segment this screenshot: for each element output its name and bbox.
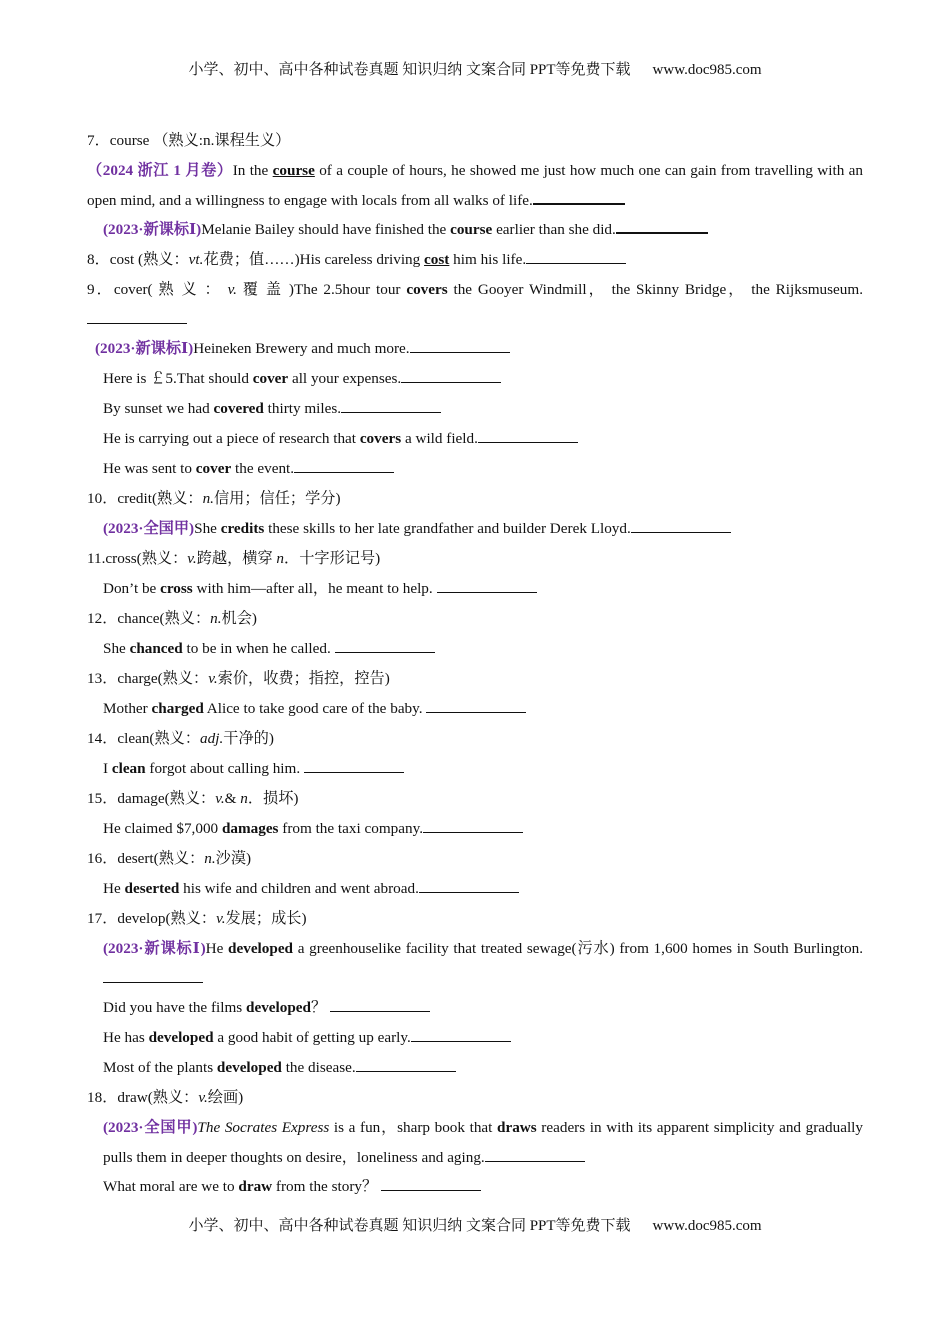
header-text: 小学、初中、高中各种试卷真题 知识归纳 文案合同 PPT等免费下载	[188, 62, 631, 78]
answer-blank[interactable]	[356, 1057, 456, 1072]
vocab-content	[87, 126, 863, 1202]
item-11-heading: 11.cross(熟义：v.跨越，横穿 n．十字形记号)	[87, 550, 381, 567]
answer-blank[interactable]	[411, 1027, 511, 1042]
answer-blank[interactable]	[437, 578, 537, 593]
item-17-example-2: He has developed a good habit of getting up early.	[87, 1023, 863, 1053]
item-9-example-1: Here is ￡5.That should cover all your expenses.	[87, 364, 863, 394]
item-9-example-3: He is carrying out a piece of research that covers a wild field.	[87, 424, 863, 454]
answer-blank[interactable]	[381, 1176, 481, 1191]
answer-blank[interactable]	[478, 428, 578, 443]
item-15-example: He claimed $7,000 damages from the taxi company.	[87, 814, 863, 844]
answer-blank[interactable]	[426, 698, 526, 713]
answer-blank[interactable]	[419, 878, 519, 893]
header-site: www.doc985.com	[652, 62, 762, 78]
item-9-example-4: He was sent to cover the event.	[87, 454, 863, 484]
item-16-example: He deserted his wife and children and went abroad.	[87, 874, 863, 904]
item-17-source-example: (2023·新课标Ⅰ)He developed a greenhouselike facility that treated sewage(污水) from 1,600 homes in South Burlington.	[87, 934, 863, 993]
answer-blank[interactable]	[485, 1147, 585, 1162]
item-18-example: What moral are we to draw from the story？	[87, 1172, 863, 1202]
item-16-heading: 16．desert(熟义：n.沙漠)	[87, 850, 252, 867]
item-14-example: I clean forgot about calling him.	[87, 754, 863, 784]
answer-blank[interactable]	[423, 818, 523, 833]
answer-blank[interactable]	[401, 368, 501, 383]
item-11-example: Don’t be cross with him—after all，he meant to help.	[87, 574, 863, 604]
item-18-source-example: (2023·全国甲)The Socrates Express is a fun，sharp book that draws readers in with its apparent simplicity and gradually pulls them in deeper thoughts on desire，loneliness and aging.	[103, 1119, 863, 1166]
answer-blank[interactable]	[103, 968, 203, 983]
item-15-heading: 15．damage(熟义：v.& n．损坏)	[87, 790, 299, 807]
item-14-heading: 14．clean(熟义：adj.干净的)	[87, 730, 274, 747]
item-7-heading: 7．course （熟义:n.课程生义）	[87, 132, 291, 149]
item-10-example: (2023·全国甲)She credits these skills to her late grandfather and builder Derek Lloyd.	[87, 514, 863, 544]
item-10-heading: 10．credit(熟义：n.信用；信任；学分)	[87, 490, 341, 507]
answer-blank[interactable]	[294, 458, 394, 473]
item-7-example-2: (2023·新课标Ⅰ)Melanie Bailey should have finished the course earlier than she did.	[87, 215, 863, 245]
answer-blank[interactable]	[526, 249, 626, 264]
item-9-example-2: By sunset we had covered thirty miles.	[87, 394, 863, 424]
item-17-heading: 17．develop(熟义：v.发展；成长)	[87, 910, 307, 927]
item-9-source-line: (2023·新课标Ⅰ)Heineken Brewery and much more.	[87, 334, 863, 364]
item-18-heading: 18．draw(熟义：v.绘画)	[87, 1089, 244, 1106]
answer-blank[interactable]	[341, 398, 441, 413]
answer-blank[interactable]	[410, 338, 510, 353]
answer-blank[interactable]	[330, 997, 430, 1012]
item-13-heading: 13．charge(熟义：v.索价，收费；指控，控告)	[87, 670, 390, 687]
answer-blank[interactable]	[335, 638, 435, 653]
item-13-example: Mother charged Alice to take good care of the baby.	[87, 694, 863, 724]
item-12-heading: 12．chance(熟义：n.机会)	[87, 610, 257, 627]
answer-blank[interactable]	[616, 218, 708, 234]
footer-site: www.doc985.com	[652, 1218, 762, 1234]
answer-blank[interactable]	[631, 518, 731, 533]
item-8: 8．cost (熟义：vt.花费；值……)His careless driving cost him his life.	[87, 245, 863, 275]
answer-blank[interactable]	[304, 758, 404, 773]
page-footer	[0, 1214, 950, 1235]
answer-blank[interactable]	[533, 189, 625, 205]
item-7-example-1: （2024 浙江 1 月卷）In the course of a couple of hours, he showed me just how much one can gain from travelling with an open mind, and a willingness to engage with locals from all walks of life.	[87, 162, 864, 209]
item-17-example-1: Did you have the films developed？	[87, 993, 863, 1023]
item-17-example-3: Most of the plants developed the disease.	[87, 1053, 863, 1083]
item-12-example: She chanced to be in when he called.	[87, 634, 863, 664]
page-header	[0, 58, 950, 79]
item-9: 9．cover( 熟 义 ： v. 覆 盖 )The 2.5hour tour covers the Gooyer Windmill， the Skinny Bridge， the Rijksmuseum.	[87, 275, 863, 334]
footer-text: 小学、初中、高中各种试卷真题 知识归纳 文案合同 PPT等免费下载	[188, 1218, 631, 1234]
answer-blank[interactable]	[87, 309, 187, 324]
